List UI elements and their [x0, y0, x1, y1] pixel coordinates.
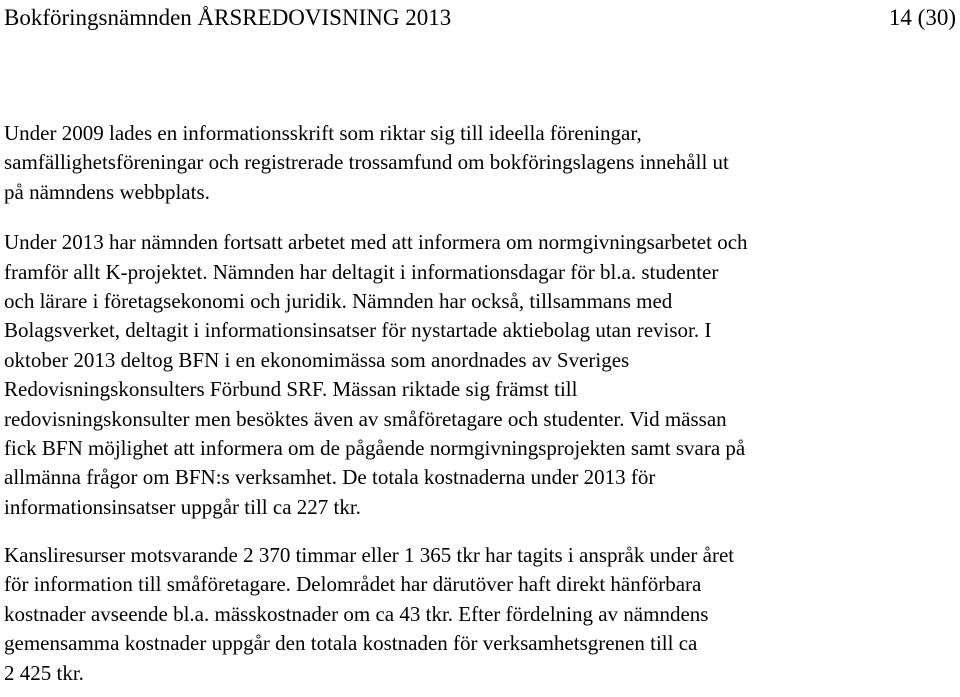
- paragraph-1: [4, 119, 954, 207]
- text-line: Bolagsverket, deltagit i informationsinsatser för nystartade aktiebolag utan revisor. I: [4, 318, 712, 343]
- document-body: [4, 119, 954, 688]
- text-line: framför allt K-projektet. Nämnden har deltagit i informationsdagar för bl.a. studenter: [4, 259, 719, 284]
- text-line: informationsinsatser uppgår till ca 227 tkr.: [4, 494, 361, 519]
- text-line: samfällighetsföreningar och registrerade trossamfund om bokföringslagens innehåll ut: [4, 150, 729, 175]
- text-line: på nämndens webbplats.: [4, 179, 210, 204]
- paragraph-gap: [4, 207, 954, 228]
- paragraph-2: [4, 228, 954, 522]
- page-header: [4, 2, 956, 34]
- text-line: allmänna frågor om BFN:s verksamhet. De totala kostnaderna under 2013 för: [4, 465, 656, 490]
- text-line: kostnader avseende bl.a. mässkostnader om ca 43 tkr. Efter fördelning av nämndens: [4, 601, 709, 626]
- text-line: Redovisningskonsulters Förbund SRF. Mässan riktade sig främst till: [4, 377, 578, 402]
- text-line: gemensamma kostnader uppgår den totala kostnaden för verksamhetsgrenen till ca: [4, 631, 698, 656]
- text-line: Under 2013 har nämnden fortsatt arbetet med att informera om normgivningsarbetet och: [4, 230, 748, 255]
- text-line: 2 425 tkr.: [4, 660, 84, 685]
- text-line: Kansliresurser motsvarande 2 370 timmar eller 1 365 tkr har tagits i anspråk under året: [4, 543, 735, 568]
- text-line: för information till småföretagare. Delområdet har därutöver haft direkt hänförbara: [4, 572, 702, 597]
- page-number: 14 (30): [888, 5, 956, 30]
- text-line: Under 2009 lades en informationsskrift som riktar sig till ideella föreningar,: [4, 121, 642, 145]
- paragraph-3: [4, 541, 954, 688]
- text-line: och lärare i företagsekonomi och juridik. Nämnden har också, tillsammans med: [4, 288, 673, 313]
- text-line: redovisningskonsulter men besöktes även av småföretagare och studenter. Vid mässan: [4, 406, 727, 431]
- text-line: fick BFN möjlighet att informera om de pågående normgivningsprojekten samt svara på: [4, 435, 746, 460]
- paragraph-gap: [4, 522, 954, 541]
- text-line: oktober 2013 deltog BFN i en ekonomimässa som anordnades av Sveriges: [4, 347, 630, 372]
- document-title: Bokföringsnämnden ÅRSREDOVISNING 2013: [4, 5, 452, 30]
